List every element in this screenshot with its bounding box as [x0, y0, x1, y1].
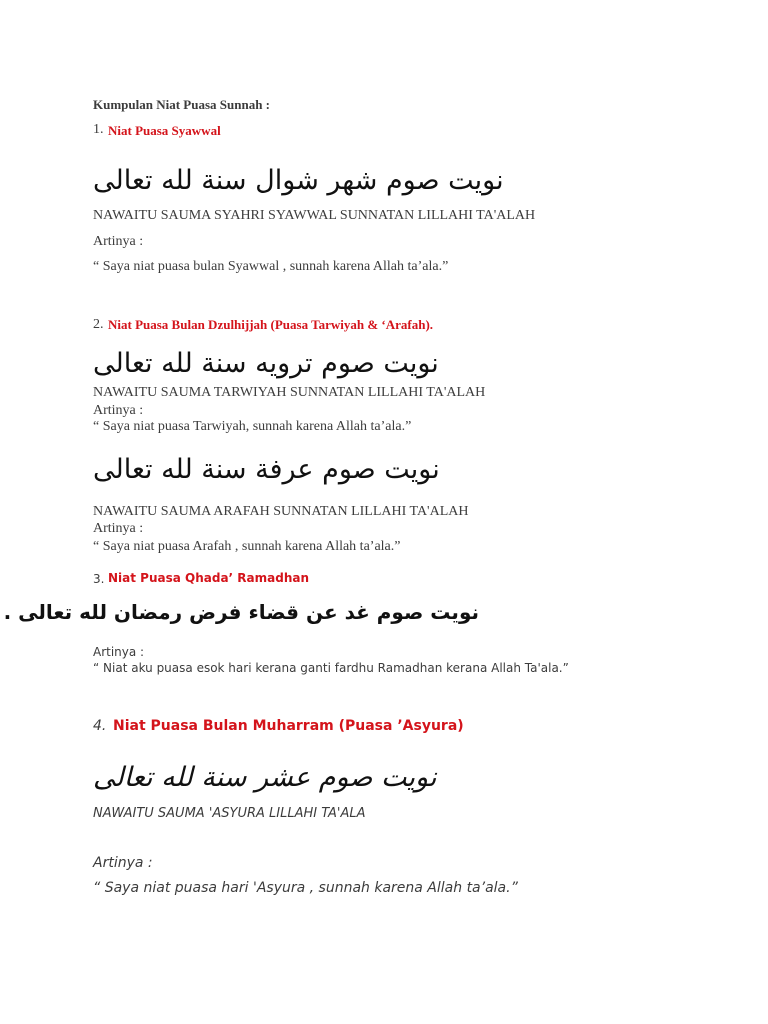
- section-1-number: 1.: [93, 122, 104, 137]
- section-2-arabic-tarwiyah: نويت صوم ترويه سنة لله تعالى: [93, 348, 439, 379]
- section-2-meaning-tarwiyah: “ Saya niat puasa Tarwiyah, sunnah karena Allah ta’ala.”: [93, 419, 412, 434]
- section-1-artinya-label: Artinya :: [93, 234, 144, 249]
- section-2-artinya-label-tarwiyah: Artinya :: [93, 403, 144, 418]
- section-4-meaning: “ Saya niat puasa hari 'Asyura , sunnah karena Allah ta’ala.”: [93, 880, 518, 896]
- section-2-meaning-arafah: “ Saya niat puasa Arafah , sunnah karena Allah ta’ala.”: [93, 539, 401, 554]
- section-3-meaning: “ Niat aku puasa esok hari kerana ganti fardhu Ramadhan kerana Allah Ta'ala.”: [93, 661, 569, 675]
- section-2-title: Niat Puasa Bulan Dzulhijjah (Puasa Tarwiyah & ‘Arafah).: [108, 317, 434, 332]
- section-2-latin-tarwiyah: NAWAITU SAUMA TARWIYAH SUNNATAN LILLAHI TA'ALAH: [93, 385, 486, 400]
- section-2-arabic-arafah: نويت صوم عرفة سنة لله تعالى: [93, 454, 440, 485]
- page-heading: Kumpulan Niat Puasa Sunnah :: [93, 97, 271, 112]
- section-3-artinya-label: Artinya :: [93, 645, 145, 659]
- section-2-latin-arafah: NAWAITU SAUMA ARAFAH SUNNATAN LILLAHI TA'ALAH: [93, 504, 469, 519]
- section-1-title: Niat Puasa Syawwal: [108, 123, 221, 138]
- section-4-arabic: نويت صوم عشر سنة لله تعالى: [93, 762, 437, 793]
- section-1-arabic: نويت صوم شهر شوال سنة لله تعالى: [93, 165, 504, 196]
- section-3-title: Niat Puasa Qhada’ Ramadhan: [108, 571, 309, 585]
- section-2-artinya-label-arafah: Artinya :: [93, 521, 144, 536]
- section-4-title: Niat Puasa Bulan Muharram (Puasa ’Asyura): [113, 718, 464, 734]
- section-1-meaning: “ Saya niat puasa bulan Syawwal , sunnah karena Allah ta’ala.”: [93, 259, 449, 274]
- section-3-number: 3.: [93, 572, 105, 586]
- section-4-artinya-label: Artinya :: [93, 855, 153, 871]
- section-4-number: 4.: [93, 718, 107, 734]
- section-4-latin: NAWAITU SAUMA 'ASYURA LILLAHI TA'ALA: [93, 806, 366, 821]
- section-3-arabic: نويت صوم غد عن قضاء فرض رمضان لله تعالى .: [3, 600, 479, 624]
- section-1-latin: NAWAITU SAUMA SYAHRI SYAWWAL SUNNATAN LILLAHI TA'ALAH: [93, 208, 536, 223]
- section-2-number: 2.: [93, 317, 104, 332]
